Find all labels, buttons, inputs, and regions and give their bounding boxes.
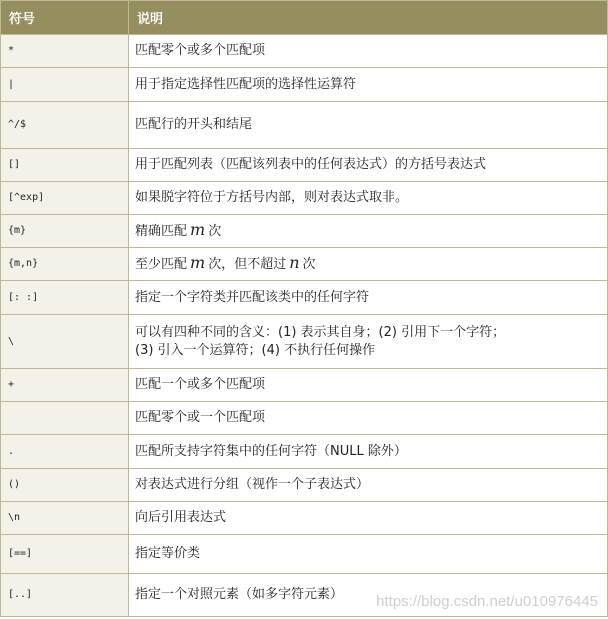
- symbol-cell: ^/$: [1, 102, 129, 149]
- table-row: [1, 469, 608, 502]
- table-row: [1, 149, 608, 182]
- symbol-cell: \: [1, 315, 129, 369]
- description-cell: 如果脱字符位于方括号内部，则对表达式取非。: [129, 182, 608, 215]
- table-row: [1, 215, 608, 248]
- symbol-cell: \n: [1, 502, 129, 535]
- description-cell: 指定一个字符类并匹配该类中的任何字符: [129, 281, 608, 315]
- symbol-cell: [: :]: [1, 281, 129, 315]
- table-header-row: [1, 1, 608, 35]
- description-cell: 匹配零个或多个匹配项: [129, 35, 608, 68]
- symbol-cell: .: [1, 435, 129, 469]
- description-cell: [129, 215, 608, 248]
- description-cell: 匹配零个或一个匹配项: [129, 402, 608, 435]
- variable-n: n: [289, 253, 300, 272]
- table-row: [1, 574, 608, 617]
- table-row: [1, 535, 608, 574]
- symbol-cell: []: [1, 149, 129, 182]
- description-cell: [129, 248, 608, 281]
- symbol-cell: [==]: [1, 535, 129, 574]
- table-row: [1, 435, 608, 469]
- symbol-cell: [^exp]: [1, 182, 129, 215]
- description-line: (3) 引入一个运算符；(4) 不执行任何操作: [135, 342, 376, 358]
- description-text: 次: [302, 257, 316, 272]
- description-cell: 匹配行的开头和结尾: [129, 102, 608, 149]
- symbol-cell: |: [1, 68, 129, 102]
- variable-m: m: [190, 253, 206, 272]
- table-row: [1, 281, 608, 315]
- table-row: [1, 248, 608, 281]
- description-cell: 匹配所支持字符集中的任何字符（NULL 除外）: [129, 435, 608, 469]
- table-row: [1, 502, 608, 535]
- description-cell: 匹配一个或多个匹配项: [129, 369, 608, 402]
- symbol-cell: +: [1, 369, 129, 402]
- variable-m: m: [190, 220, 206, 239]
- symbol-cell: (): [1, 469, 129, 502]
- watermark: https://blog.csdn.net/u010976445: [376, 593, 598, 610]
- description-cell: 指定一个对照元素（如多字符元素）: [129, 574, 608, 617]
- symbol-cell: [..]: [1, 574, 129, 617]
- description-text: 精确匹配: [135, 224, 188, 239]
- description-cell: 向后引用表达式: [129, 502, 608, 535]
- description-cell: 用于匹配列表（匹配该列表中的任何表达式）的方括号表达式: [129, 149, 608, 182]
- header-symbol: 符号: [1, 1, 129, 35]
- table-row: [1, 35, 608, 68]
- header-description: 说明: [129, 1, 608, 35]
- description-cell: [129, 315, 608, 369]
- table-row: [1, 369, 608, 402]
- description-cell: 指定等价类: [129, 535, 608, 574]
- table-row: [1, 102, 608, 149]
- description-text: 至少匹配: [135, 257, 188, 272]
- symbol-cell: {m,n}: [1, 248, 129, 281]
- description-line: 可以有四种不同的含义：(1) 表示其自身；(2) 引用下一个字符；: [135, 324, 506, 340]
- description-text: 次: [208, 224, 222, 239]
- symbol-cell: [1, 402, 129, 435]
- symbol-cell: *: [1, 35, 129, 68]
- description-cell: 用于指定选择性匹配项的选择性运算符: [129, 68, 608, 102]
- description-cell: 对表达式进行分组（视作一个子表达式）: [129, 469, 608, 502]
- table-row: [1, 68, 608, 102]
- table-row: [1, 402, 608, 435]
- table-row: [1, 182, 608, 215]
- description-text: 次，但不超过: [208, 257, 287, 272]
- symbol-cell: {m}: [1, 215, 129, 248]
- table-row: [1, 315, 608, 369]
